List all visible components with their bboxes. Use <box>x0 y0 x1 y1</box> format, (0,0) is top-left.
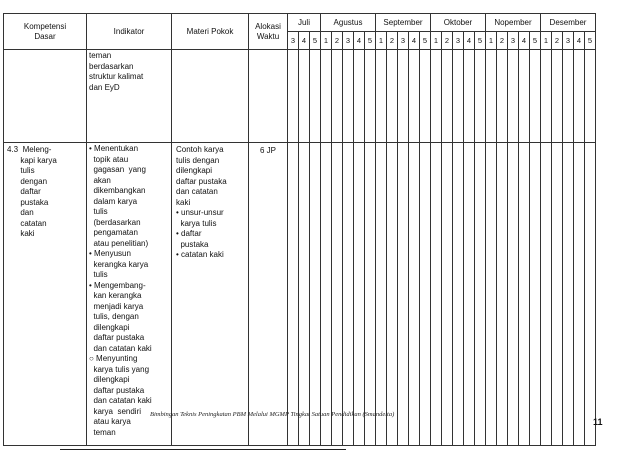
page-number: 11 <box>593 417 603 427</box>
schedule-cell <box>332 143 343 446</box>
schedule-cell <box>464 50 475 143</box>
schedule-cell <box>563 50 574 143</box>
schedule-cell <box>552 50 563 143</box>
week-number: 4 <box>299 32 310 50</box>
schedule-cell <box>409 143 420 446</box>
schedule-cell <box>497 143 508 446</box>
week-number: 3 <box>288 32 299 50</box>
schedule-cell <box>519 50 530 143</box>
schedule-cell <box>343 50 354 143</box>
header-kompetensi-dasar: Kompetensi Dasar <box>4 14 87 50</box>
schedule-cell <box>486 50 497 143</box>
week-number: 4 <box>574 32 585 50</box>
month-header: Oktober <box>431 14 486 32</box>
schedule-cell <box>343 143 354 446</box>
schedule-cell <box>541 50 552 143</box>
schedule-cell <box>453 50 464 143</box>
schedule-cell <box>475 143 486 446</box>
week-number: 5 <box>420 32 431 50</box>
week-number: 2 <box>387 32 398 50</box>
week-number: 2 <box>332 32 343 50</box>
month-header: Nopember <box>486 14 541 32</box>
row2-kompetensi-cell: 4.3 Meleng- kapi karya tulis dengan daftar pustaka dan catatan kaki <box>4 143 87 446</box>
month-header: September <box>376 14 431 32</box>
schedule-cell <box>431 50 442 143</box>
schedule-cell <box>475 50 486 143</box>
schedule-cell <box>365 50 376 143</box>
schedule-cell <box>442 143 453 446</box>
schedule-cell <box>519 143 530 446</box>
schedule-cell <box>299 50 310 143</box>
schedule-cell <box>409 50 420 143</box>
header-materi-pokok: Materi Pokok <box>172 14 249 50</box>
schedule-cell <box>354 50 365 143</box>
schedule-cell <box>354 143 365 446</box>
week-number: 5 <box>585 32 596 50</box>
schedule-cell <box>530 143 541 446</box>
week-number: 3 <box>508 32 519 50</box>
schedule-cell <box>398 50 409 143</box>
footer-text: Bimbingan Teknis Peningkatan PBM Melalui MGMP Tingkat Satuan Pendidikan (Smandelta) <box>150 411 395 418</box>
schedule-cell <box>442 50 453 143</box>
schedule-cell <box>288 143 299 446</box>
schedule-cell <box>530 50 541 143</box>
row1-kompetensi-cell <box>4 50 87 143</box>
schedule-cell <box>310 50 321 143</box>
schedule-cell <box>585 143 596 446</box>
row1-indikator-cell: teman berdasarkan struktur kalimat dan EyD <box>87 50 172 143</box>
schedule-cell <box>585 50 596 143</box>
schedule-cell <box>398 143 409 446</box>
week-number: 1 <box>321 32 332 50</box>
schedule-cell <box>541 143 552 446</box>
month-header: Juli <box>288 14 321 32</box>
week-number: 4 <box>464 32 475 50</box>
week-number: 3 <box>453 32 464 50</box>
schedule-cell <box>321 143 332 446</box>
row2-indikator-cell: • Menentukan topik atau gagasan yang akan dikembangkan dalam karya tulis (berdasarkan pengamatan atau penelitian) • Menyusun kerangka karya tulis • Mengembang- kan kerangka menjadi karya tulis, dengan dilengkapi daftar pustaka dan catatan kaki ○ Menyunting karya tulis yang dilengkapi daftar pustaka dan catatan kaki karya sendiri atau karya teman <box>87 143 172 446</box>
schedule-cell <box>464 143 475 446</box>
schedule-cell <box>387 50 398 143</box>
week-number: 5 <box>530 32 541 50</box>
week-number: 5 <box>365 32 376 50</box>
row2-materi-cell: Contoh karya tulis dengan dilengkapi daftar pustaka dan catatan kaki • unsur-unsur karya tulis • daftar pustaka • catatan kaki <box>172 143 249 446</box>
schedule-cell <box>508 50 519 143</box>
week-number: 5 <box>475 32 486 50</box>
schedule-cell <box>574 143 585 446</box>
week-number: 3 <box>398 32 409 50</box>
schedule-cell <box>497 50 508 143</box>
row1-materi-cell <box>172 50 249 143</box>
header-alokasi-waktu: Alokasi Waktu <box>249 14 288 50</box>
schedule-cell <box>387 143 398 446</box>
week-number: 2 <box>442 32 453 50</box>
week-number: 4 <box>409 32 420 50</box>
week-number: 2 <box>497 32 508 50</box>
schedule-cell <box>376 143 387 446</box>
schedule-cell <box>453 143 464 446</box>
week-number: 2 <box>552 32 563 50</box>
schedule-cell <box>365 143 376 446</box>
schedule-cell <box>288 50 299 143</box>
schedule-cell <box>332 50 343 143</box>
schedule-cell <box>321 50 332 143</box>
schedule-cell <box>420 143 431 446</box>
schedule-table <box>3 13 596 446</box>
row2-alokasi-cell: 6 JP <box>249 143 288 446</box>
row1-alokasi-cell <box>249 50 288 143</box>
week-number: 5 <box>310 32 321 50</box>
schedule-cell <box>574 50 585 143</box>
month-header: Desember <box>541 14 596 32</box>
week-number: 4 <box>519 32 530 50</box>
schedule-cell <box>420 50 431 143</box>
week-number: 4 <box>354 32 365 50</box>
schedule-cell <box>431 143 442 446</box>
week-number: 1 <box>541 32 552 50</box>
schedule-cell <box>486 143 497 446</box>
week-number: 1 <box>486 32 497 50</box>
footer-divider <box>60 449 346 450</box>
schedule-cell <box>310 143 321 446</box>
schedule-cell <box>508 143 519 446</box>
month-header: Agustus <box>321 14 376 32</box>
schedule-cell <box>552 143 563 446</box>
header-indikator: Indikator <box>87 14 172 50</box>
schedule-cell <box>376 50 387 143</box>
schedule-cell <box>299 143 310 446</box>
week-number: 1 <box>431 32 442 50</box>
schedule-cell <box>563 143 574 446</box>
week-number: 3 <box>563 32 574 50</box>
week-number: 1 <box>376 32 387 50</box>
week-number: 3 <box>343 32 354 50</box>
